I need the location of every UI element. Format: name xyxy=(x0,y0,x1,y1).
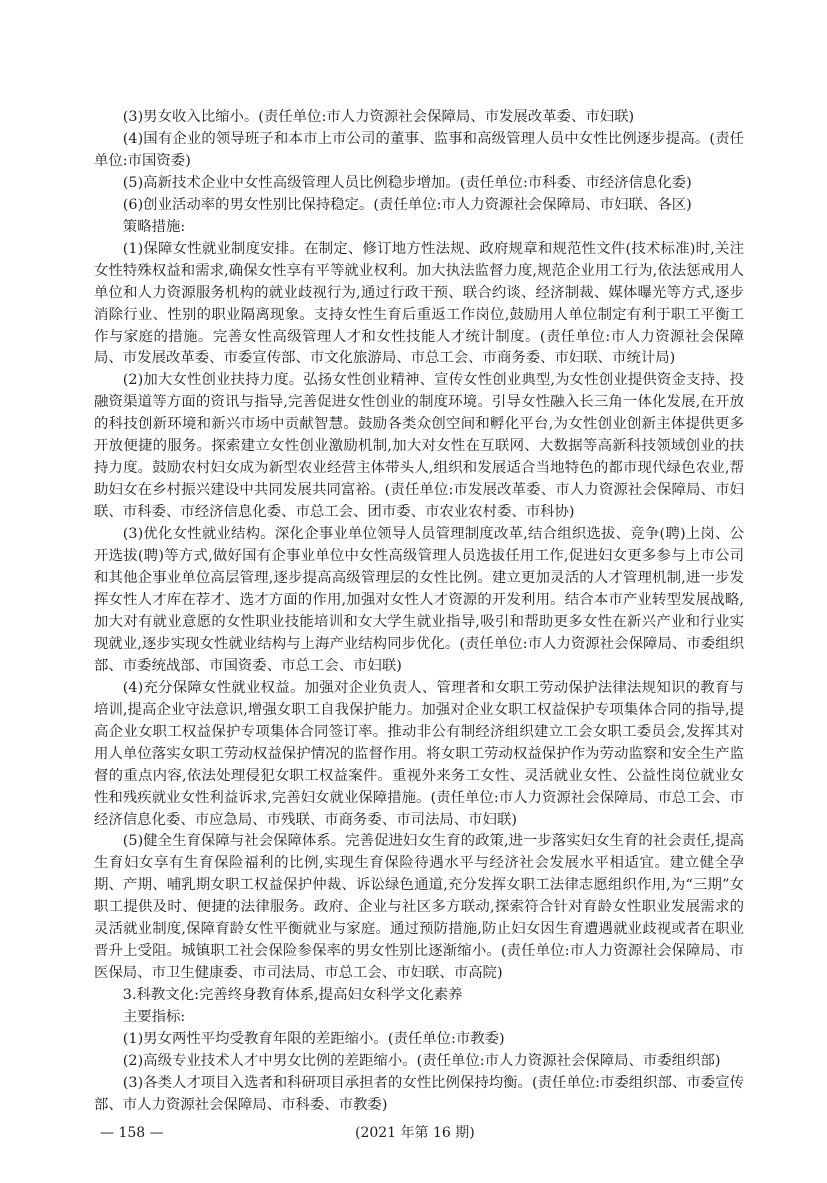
indicators-heading: 主要指标: xyxy=(122,1009,186,1026)
strategy-4: (4)充分保障女性就业权益。加强对企业负责人、管理者和女职工劳动保护法律法规知识的教育与培训,提高企业守法意识,增强女职工自我保护能力。加强对企业女职工权益保护专项集体合同的指导,提高企业女职工权益保护专项集体合同签订率。推动非公有制经济组织建立工会女职工委员会,发挥其对用人单位落实女职工劳动权益保护情况的监督作用。将女职工劳动权益保护作为劳动监察和安全生产监督的重点内容,依法处理侵犯女职工权益案件。重视外来务工女性、灵活就业女性、公益性岗位就业女性和残疾就业女性利益诉求,完善妇女就业保障措施。(责任单位:市人力资源社会保障局、市总工会、市经济信息化委、市应急局、市残联、市商务委、市司法局、市妇联) xyxy=(94,679,744,828)
strategy-heading: 策略措施: xyxy=(122,218,186,235)
strategy-5: (5)健全生育保障与社会保障体系。完善促进妇女生育的政策,进一步落实妇女生育的社会责任,提高生育妇女享有生育保险福利的比例,实现生育保险待遇水平与经济社会发展水平相适宜。建立健全孕期、产期、哺乳期女职工权益保护仲裁、诉讼绿色通道,充分发挥女职工法律志愿组织作用,为“三期”女职工提供及时、便捷的法律服务。政府、企业与社区多方联动,探索符合针对育龄女性职业发展需求的灵活就业制度,保障育龄女性平衡就业与家庭。通过预防措施,防止妇女因生育遭遇就业歧视或者在职业晋升上受阻。城镇职工社会保险参保率的男女性别比逐渐缩小。(责任单位:市人力资源社会保障局、市医保局、市卫生健康委、市司法局、市总工会、市妇联、市高院) xyxy=(94,833,744,982)
indicator-4: (4)国有企业的领导班子和本市上市公司的董事、监事和高级管理人员中女性比例逐步提高。(责任单位:市国资委) xyxy=(94,130,744,169)
edu-indicator-3: (3)各类人才项目入选者和科研项目承担者的女性比例保持均衡。(责任单位:市委组织部、市委宣传部、市人力资源社会保障局、市科委、市教委) xyxy=(94,1074,744,1113)
indicator-3: (3)男女收入比缩小。(责任单位:市人力资源社会保障局、市发展改革委、市妇联) xyxy=(122,109,635,125)
strategy-2: (2)加大女性创业扶持力度。弘扬女性创业精神、宣传女性创业典型,为女性创业提供资金支持、投融资渠道等方面的资讯与指导,完善促进女性创业的制度环境。引导女性融入长三角一体化发展,在开放的科技创新环境和新兴市场中贡献智慧。鼓励各类众创空间和孵化平台,为女性创业创新主体提供更多开放便捷的服务。探索建立女性创业激励机制,加大对女性在互联网、大数据等高新科技领域创业的扶持力度。鼓励农村妇女成为新型农业经营主体带头人,组织和发展适合当地特色的都市现代绿色农业,帮助妇女在乡村振兴建设中共同发展共同富裕。(责任单位:市发展改革委、市人力资源社会保障局、市妇联、市科委、市经济信息化委、市总工会、团市委、市农业农村委、市科协) xyxy=(94,372,744,521)
page-footer xyxy=(94,1123,744,1143)
strategy-3: (3)优化女性就业结构。深化企事业单位领导人员管理制度改革,结合组织选拔、竞争(聘)上岗、公开选拔(聘)等方式,做好国有企事业单位中女性高级管理人员选拔任用工作,促进妇女更多参与上市公司和其他企事业单位高层管理,逐步提高高级管理层的女性比例。建立更加灵活的人才管理机制,进一步发挥女性人才库在荐才、选才方面的作用,加强对女性人才资源的开发利用。结合本市产业转型发展战略,加大对有就业意愿的女性职业技能培训和女大学生就业指导,吸引和帮助更多女性在新兴产业和行业实现就业,逐步实现女性就业结构与上海产业结构同步优化。(责任单位:市人力资源社会保障局、市委组织部、市委统战部、市国资委、市总工会、市妇联) xyxy=(94,526,744,674)
page-number: — 158 — xyxy=(100,1124,164,1141)
strategy-1: (1)保障女性就业制度安排。在制定、修订地方性法规、政府规章和规范性文件(技术标准)时,关注女性特殊权益和需求,确保女性享有平等就业权利。加大执法监督力度,规范企业用工行为,依法惩戒用人单位和人力资源服务机构的就业歧视行为,通过行政干预、联合约谈、经济制裁、媒体曝光等方式,逐步消除行业、性别的职业隔离现象。支持女性生育后重返工作岗位,鼓励用人单位制定有利于职工平衡工作与家庭的措施。完善女性高级管理人才和女性技能人才统计制度。(责任单位:市人力资源社会保障局、市发展改革委、市委宣传部、市文化旅游局、市总工会、市商务委、市妇联、市统计局) xyxy=(94,240,744,367)
indicator-5: (5)高新技术企业中女性高级管理人员比例稳步增加。(责任单位:市科委、市经济信息化委) xyxy=(122,174,692,191)
document-body xyxy=(94,107,744,1117)
edu-indicator-1: (1)男女两性平均受教育年限的差距缩小。(责任单位:市教委) xyxy=(122,1031,505,1048)
edu-indicator-2: (2)高级专业技术人才中男女比例的差距缩小。(责任单位:市人力资源社会保障局、市委组织部) xyxy=(122,1052,721,1069)
section-heading: 3.科教文化:完善终身教育体系,提高妇女科学文化素养 xyxy=(122,987,463,1004)
issue-label: (2021 年第 16 期) xyxy=(355,1124,475,1141)
indicator-6: (6)创业活动率的男女性别比保持稳定。(责任单位:市人力资源社会保障局、市妇联、各区) xyxy=(122,196,692,213)
